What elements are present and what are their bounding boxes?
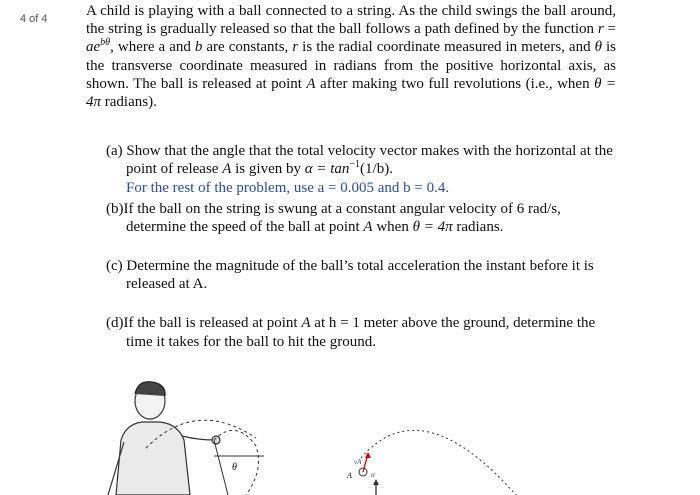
part-b: (b)If the ball on the string is swung at a constant angular velocity of 6 rad/s, determine the speed of the ball at point A when θ = 4π radians. [106, 200, 561, 235]
question-parts [106, 142, 616, 351]
page-indicator: 4 of 4 [20, 13, 48, 25]
problem-figure [86, 378, 526, 495]
part-c: (c) Determine the magnitude of the ball’s total acceleration the instant before it is released at A. [106, 258, 594, 293]
child-illustration [108, 382, 220, 495]
up-arrowhead [373, 479, 379, 485]
trajectory [361, 430, 516, 495]
theta-label: θ [232, 462, 237, 473]
point-a-label: A [347, 471, 352, 480]
va-label: vA [354, 458, 362, 466]
radial-line [214, 440, 228, 495]
alpha-label: α [371, 471, 375, 479]
problem-statement: A child is playing with a ball connected to a string. As the child swings the ball around, the string is gradually released so that the ball follows a path defined by the function $r = ae^{b\theta}$, where a and b are constants, r is the radial coordinate measured in meters, and θ is the transverse coordinate measured in radians from the positive horizontal axis, as shown. The ball is released at point A after making two full revolutions (i.e., when θ = 4π radians). [86, 3, 617, 111]
part-a: (a) Show that the angle that the total velocity vector makes with the horizontal at the point of release A is given by $\alpha = \tan^{-1}(1/b)$. [106, 143, 613, 178]
part-d: (d)If the ball is released at point A at h = 1 meter above the ground, determine the time it takes for the ball to hit the ground. [106, 315, 596, 350]
part-a-note: For the rest of the problem, use a = 0.005 and b = 0.4. [126, 180, 450, 197]
